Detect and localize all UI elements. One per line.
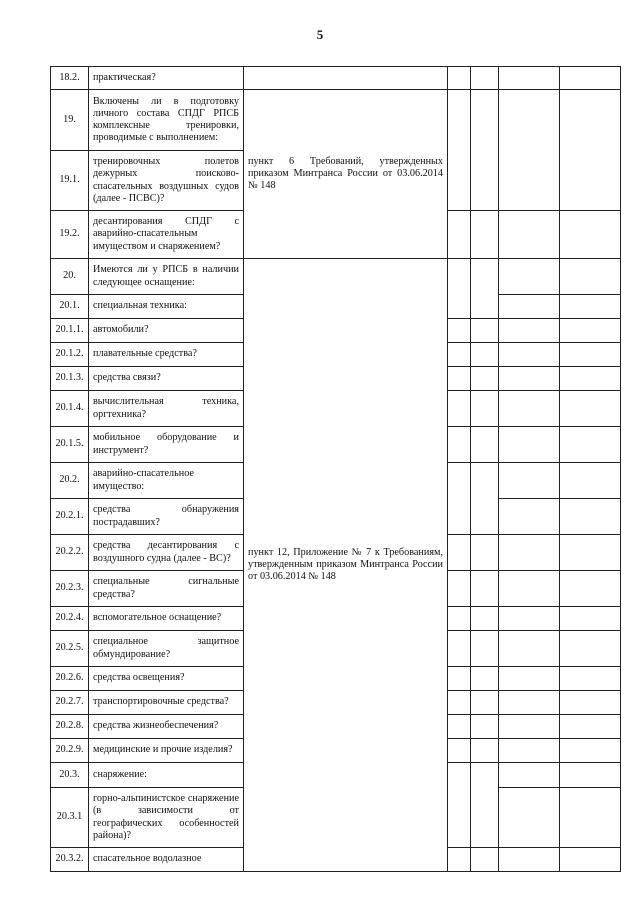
row-number: 19.: [51, 90, 89, 151]
row-question: средства связи?: [89, 367, 244, 391]
answer-cell-yes: [448, 343, 471, 367]
answer-cell-no: [471, 691, 499, 715]
answer-cell-na: [499, 295, 560, 319]
row-question: спасательное водолазное: [89, 848, 244, 872]
row-question: специальное защитное обмундирование?: [89, 631, 244, 667]
answer-cell-no: [471, 607, 499, 631]
answer-cell-yes: [448, 848, 471, 872]
answer-cell-no: [471, 367, 499, 391]
row-number: 20.: [51, 259, 89, 295]
row-number: 20.2.3.: [51, 571, 89, 607]
answer-cell-na: [499, 571, 560, 607]
answer-cell-note: [560, 535, 621, 571]
answer-cell-yes: [448, 367, 471, 391]
answer-cell-na: [499, 67, 560, 90]
answer-cell-no: [471, 427, 499, 463]
row-number: 20.2.9.: [51, 739, 89, 763]
answer-cell-note: [560, 607, 621, 631]
answer-cell-no: [471, 343, 499, 367]
row-question: горно-альпинистское снаряжение (в зависимости от географических особенностей района)?: [89, 788, 244, 848]
answer-cell-yes: [448, 211, 471, 259]
answer-cell-na: [499, 463, 560, 499]
answer-cell-yes: [448, 391, 471, 427]
answer-cell-note: [560, 571, 621, 607]
page-number: 5: [316, 27, 324, 42]
reference-cell-empty: [244, 67, 448, 90]
row-question: средства обнаружения пострадавших?: [89, 499, 244, 535]
row-question: Включены ли в подготовку личного состава СПДГ РПСБ комплексные тренировки, проводимые с выполнением:: [89, 90, 244, 151]
answer-cell-na: [499, 715, 560, 739]
table-row: [51, 90, 621, 151]
answer-cell-na: [499, 631, 560, 667]
answer-cell-no: [471, 739, 499, 763]
answer-cell-na: [499, 211, 560, 259]
answer-cell-note: [560, 295, 621, 319]
answer-cell-na: [499, 535, 560, 571]
row-number: 20.2.8.: [51, 715, 89, 739]
row-number: 20.1.: [51, 295, 89, 319]
answer-cell-note: [560, 463, 621, 499]
answer-cell-note: [560, 319, 621, 343]
reference-cell: пункт 6 Требований, утвержденных приказом Минтранса России от 03.06.2014 № 148: [244, 90, 448, 259]
answer-cell-no: [471, 211, 499, 259]
row-question: аварийно-спасательное имущество:: [89, 463, 244, 499]
answer-cell-note: [560, 667, 621, 691]
answer-cell-na: [499, 788, 560, 848]
answer-cell-note: [560, 848, 621, 872]
answer-cell-yes: [448, 571, 471, 607]
answer-cell-yes: [448, 763, 471, 848]
row-number: 20.2.2.: [51, 535, 89, 571]
answer-cell-yes: [448, 463, 471, 535]
row-number: 19.1.: [51, 151, 89, 211]
row-question: транспортировочные средства?: [89, 691, 244, 715]
answer-cell-note: [560, 499, 621, 535]
row-question: медицинские и прочие изделия?: [89, 739, 244, 763]
row-question: вспомогательное оснащение?: [89, 607, 244, 631]
row-question: специальные сигнальные средства?: [89, 571, 244, 607]
answer-cell-na: [499, 667, 560, 691]
answer-cell-yes: [448, 715, 471, 739]
answer-cell-note: [560, 343, 621, 367]
row-number: 20.2.1.: [51, 499, 89, 535]
answer-cell-no: [471, 631, 499, 667]
answer-cell-yes: [448, 691, 471, 715]
answer-cell-note: [560, 715, 621, 739]
answer-cell-no: [471, 763, 499, 848]
answer-cell-no: [471, 535, 499, 571]
reference-cell: пункт 12, Приложение № 7 к Требованиям, утвержденным приказом Минтранса России от 03.06.2014 № 148: [244, 259, 448, 872]
row-number: 20.1.4.: [51, 391, 89, 427]
answer-cell-note: [560, 67, 621, 90]
answer-cell-na: [499, 427, 560, 463]
answer-cell-na: [499, 848, 560, 872]
answer-cell-yes: [448, 90, 471, 211]
row-question: практическая?: [89, 67, 244, 90]
answer-cell-na: [499, 691, 560, 715]
table-row: [51, 259, 621, 295]
row-question: Имеются ли у РПСБ в наличии следующее оснащение:: [89, 259, 244, 295]
answer-cell-note: [560, 788, 621, 848]
answer-cell-no: [471, 667, 499, 691]
row-number: 20.1.5.: [51, 427, 89, 463]
answer-cell-note: [560, 427, 621, 463]
answer-cell-yes: [448, 319, 471, 343]
row-question: специальная техника:: [89, 295, 244, 319]
answer-cell-na: [499, 367, 560, 391]
answer-cell-note: [560, 631, 621, 667]
answer-cell-na: [499, 90, 560, 211]
answer-cell-yes: [448, 427, 471, 463]
answer-cell-note: [560, 90, 621, 211]
answer-cell-no: [471, 319, 499, 343]
row-question: тренировочных полетов дежурных поисково-спасательных воздушных судов (далее - ПСВС)?: [89, 151, 244, 211]
row-number: 20.3.: [51, 763, 89, 788]
answer-cell-note: [560, 691, 621, 715]
answer-cell-note: [560, 739, 621, 763]
answer-cell-yes: [448, 607, 471, 631]
row-number: 20.2.4.: [51, 607, 89, 631]
answer-cell-na: [499, 319, 560, 343]
row-number: 20.2.7.: [51, 691, 89, 715]
row-question: автомобили?: [89, 319, 244, 343]
answer-cell-no: [471, 571, 499, 607]
row-question: средства жизнеобеспечения?: [89, 715, 244, 739]
checklist-table: [50, 66, 621, 872]
answer-cell-na: [499, 763, 560, 788]
answer-cell-na: [499, 391, 560, 427]
table-row: [51, 67, 621, 90]
answer-cell-note: [560, 367, 621, 391]
row-question: плавательные средства?: [89, 343, 244, 367]
answer-cell-no: [471, 848, 499, 872]
answer-cell-no: [471, 259, 499, 319]
row-number: 20.1.1.: [51, 319, 89, 343]
row-number: 20.1.2.: [51, 343, 89, 367]
row-question: средства освещения?: [89, 667, 244, 691]
answer-cell-yes: [448, 535, 471, 571]
row-number: 20.3.1: [51, 788, 89, 848]
answer-cell-note: [560, 211, 621, 259]
row-number: 19.2.: [51, 211, 89, 259]
row-number: 20.2.: [51, 463, 89, 499]
row-question: десантирования СПДГ с аварийно-спасательным имуществом и снаряжением?: [89, 211, 244, 259]
row-question: вычислительная техника, оргтехника?: [89, 391, 244, 427]
answer-cell-no: [471, 67, 499, 90]
row-question: средства десантирования с воздушного судна (далее - ВС)?: [89, 535, 244, 571]
answer-cell-no: [471, 715, 499, 739]
row-number: 20.1.3.: [51, 367, 89, 391]
answer-cell-note: [560, 391, 621, 427]
row-number: 18.2.: [51, 67, 89, 90]
answer-cell-no: [471, 391, 499, 427]
row-number: 20.2.6.: [51, 667, 89, 691]
answer-cell-note: [560, 259, 621, 295]
row-question: снаряжение:: [89, 763, 244, 788]
answer-cell-no: [471, 90, 499, 211]
answer-cell-yes: [448, 631, 471, 667]
answer-cell-yes: [448, 67, 471, 90]
answer-cell-na: [499, 739, 560, 763]
answer-cell-note: [560, 763, 621, 788]
answer-cell-na: [499, 343, 560, 367]
row-number: 20.3.2.: [51, 848, 89, 872]
row-question: мобильное оборудование и инструмент?: [89, 427, 244, 463]
answer-cell-yes: [448, 667, 471, 691]
answer-cell-na: [499, 259, 560, 295]
answer-cell-yes: [448, 739, 471, 763]
row-number: 20.2.5.: [51, 631, 89, 667]
answer-cell-na: [499, 499, 560, 535]
answer-cell-na: [499, 607, 560, 631]
answer-cell-no: [471, 463, 499, 535]
answer-cell-yes: [448, 259, 471, 319]
